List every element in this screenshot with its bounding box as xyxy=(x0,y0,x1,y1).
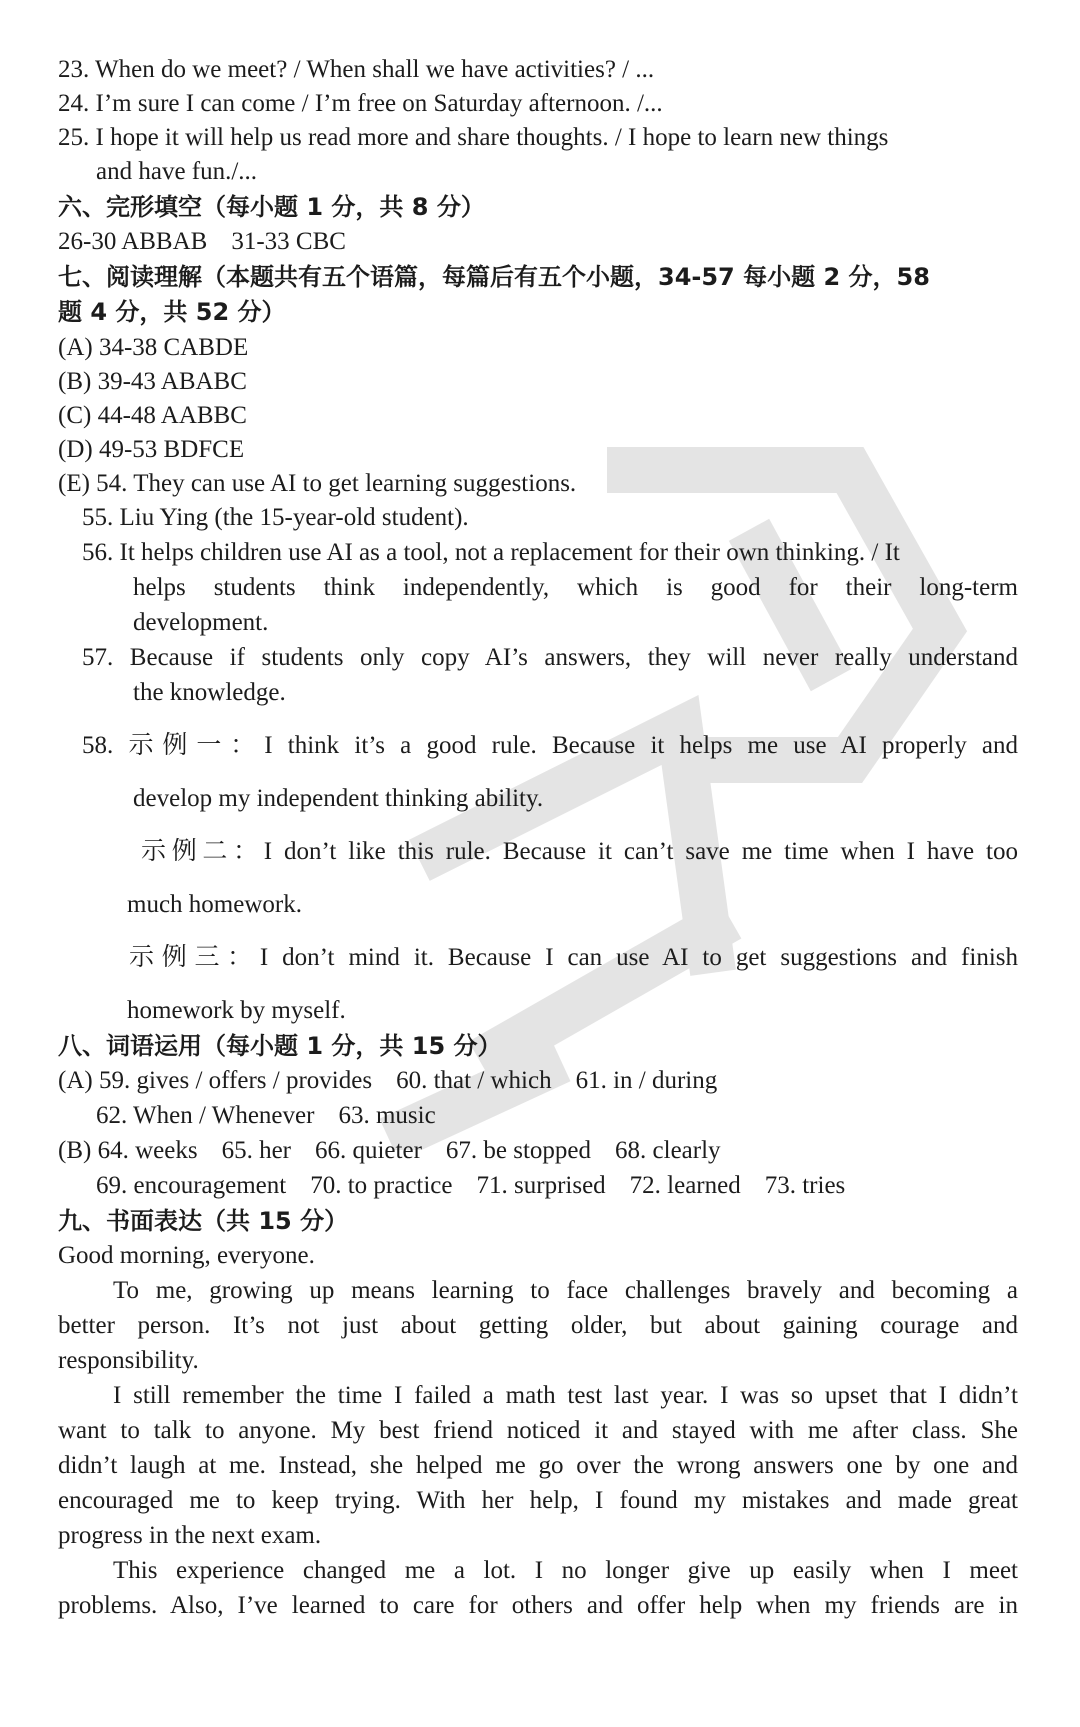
answer-58-example3-line1: 示例三：I don’t mind it. Because I can use AI to get suggestions and finish xyxy=(129,944,1018,971)
reading-e-answer-54: (E) 54. They can use AI to get learning suggestions. xyxy=(58,470,577,497)
answer-66: 66. quieter xyxy=(314,1137,422,1164)
answer-56-line2: helps students think independently, which is good for their long-term xyxy=(133,574,1018,601)
answer-61: 61. in / during xyxy=(575,1067,718,1094)
essay-p1-line2: better person. It’s not just about getting older, but about gaining courage and xyxy=(58,1312,1018,1339)
answer-58-example1-line2: develop my independent thinking ability. xyxy=(133,785,544,812)
answer-63: 63. music xyxy=(338,1102,436,1129)
essay-greeting: Good morning, everyone. xyxy=(58,1242,315,1269)
cloze-answers-31-33: 31-33 CBC xyxy=(231,228,346,255)
reading-c-answers: (C) 44-48 AABBC xyxy=(58,402,247,429)
answer-56-line1: 56. It helps children use AI as a tool, not a replacement for their own thinking. / It xyxy=(82,539,900,566)
answer-55: 55. Liu Ying (the 15-year-old student). xyxy=(82,504,469,531)
word-use-a-row2 xyxy=(96,1099,1056,1133)
essay-p2-line3: didn’t laugh at me. Instead, she helped me go over the wrong answers one by one and xyxy=(58,1452,1018,1479)
answer-57-line2: the knowledge. xyxy=(133,679,286,706)
essay-p2-line1: I still remember the time I failed a math test last year. I was so upset that I didn’t xyxy=(113,1382,1018,1409)
essay-p2-line4: encouraged me to keep trying. With her help, I found my mistakes and made great xyxy=(58,1487,1018,1514)
reading-b-answers: (B) 39-43 ABABC xyxy=(58,368,247,395)
essay-p1-line1: To me, growing up means learning to face challenges bravely and becoming a xyxy=(113,1277,1018,1304)
answer-24: 24. I’m sure I can come / I’m free on Saturday afternoon. /... xyxy=(58,90,663,117)
answer-62: 62. When / Whenever xyxy=(96,1102,315,1129)
answer-23: 23. When do we meet? / When shall we have activities? / ... xyxy=(58,56,655,83)
section-6-heading: 六、完形填空（每小题 1 分，共 8 分） xyxy=(58,193,485,221)
essay-p3-line2: problems. Also, I’ve learned to care for others and offer help when my friends are in xyxy=(58,1592,1018,1619)
reading-a-answers: (A) 34-38 CABDE xyxy=(58,334,249,361)
answer-58-example1-line1: 58. 示例一：I think it’s a good rule. Because it helps me use AI properly and xyxy=(82,732,1018,759)
answer-58-example2-line2: much homework. xyxy=(127,891,302,918)
answer-69: 69. encouragement xyxy=(96,1172,287,1199)
section-9-heading: 九、书面表达（共 15 分） xyxy=(58,1207,349,1235)
word-use-b-row2 xyxy=(96,1169,1056,1203)
cloze-answers-26-30: 26-30 ABBAB xyxy=(58,228,208,255)
answer-25-line2: and have fun./... xyxy=(96,158,258,185)
answer-56-line3: development. xyxy=(133,609,269,636)
section-7-heading-line2: 题 4 分，共 52 分） xyxy=(58,298,286,326)
section-7-heading-line1: 七、阅读理解（本题共有五个语篇，每篇后有五个小题，34-57 每小题 2 分，58 xyxy=(58,263,930,291)
answer-71: 71. surprised xyxy=(476,1172,606,1199)
answer-58-example2-line1: 示例二：I don’t like this rule. Because it can’t save me time when I have too xyxy=(141,838,1018,865)
section-6-answers xyxy=(58,225,1018,259)
essay-p3-line1: This experience changed me a lot. I no longer give up easily when I meet xyxy=(113,1557,1018,1584)
answer-64: (B) 64. weeks xyxy=(58,1137,198,1164)
answer-72: 72. learned xyxy=(629,1172,741,1199)
answer-68: 68. clearly xyxy=(615,1137,721,1164)
word-use-a-row1 xyxy=(58,1064,1018,1098)
answer-73: 73. tries xyxy=(764,1172,846,1199)
answer-57-line1: 57. Because if students only copy AI’s answers, they will never really understand xyxy=(82,644,1018,671)
reading-d-answers: (D) 49-53 BDFCE xyxy=(58,436,245,463)
answer-60: 60. that / which xyxy=(396,1067,552,1094)
answer-70: 70. to practice xyxy=(310,1172,453,1199)
answer-65: 65. her xyxy=(221,1137,291,1164)
answer-58-example3-line2: homework by myself. xyxy=(127,997,346,1024)
answer-67: 67. be stopped xyxy=(445,1137,592,1164)
section-8-heading: 八、词语运用（每小题 1 分，共 15 分） xyxy=(58,1032,502,1060)
answer-25-line1: 25. I hope it will help us read more and share thoughts. / I hope to learn new things xyxy=(58,124,889,151)
essay-p1-line3: responsibility. xyxy=(58,1347,199,1374)
word-use-b-row1 xyxy=(58,1134,1018,1168)
essay-p2-line5: progress in the next exam. xyxy=(58,1522,322,1549)
essay-p2-line2: want to talk to anyone. My best friend noticed it and stayed with me after class. She xyxy=(58,1417,1018,1444)
answer-59: (A) 59. gives / offers / provides xyxy=(58,1067,373,1094)
